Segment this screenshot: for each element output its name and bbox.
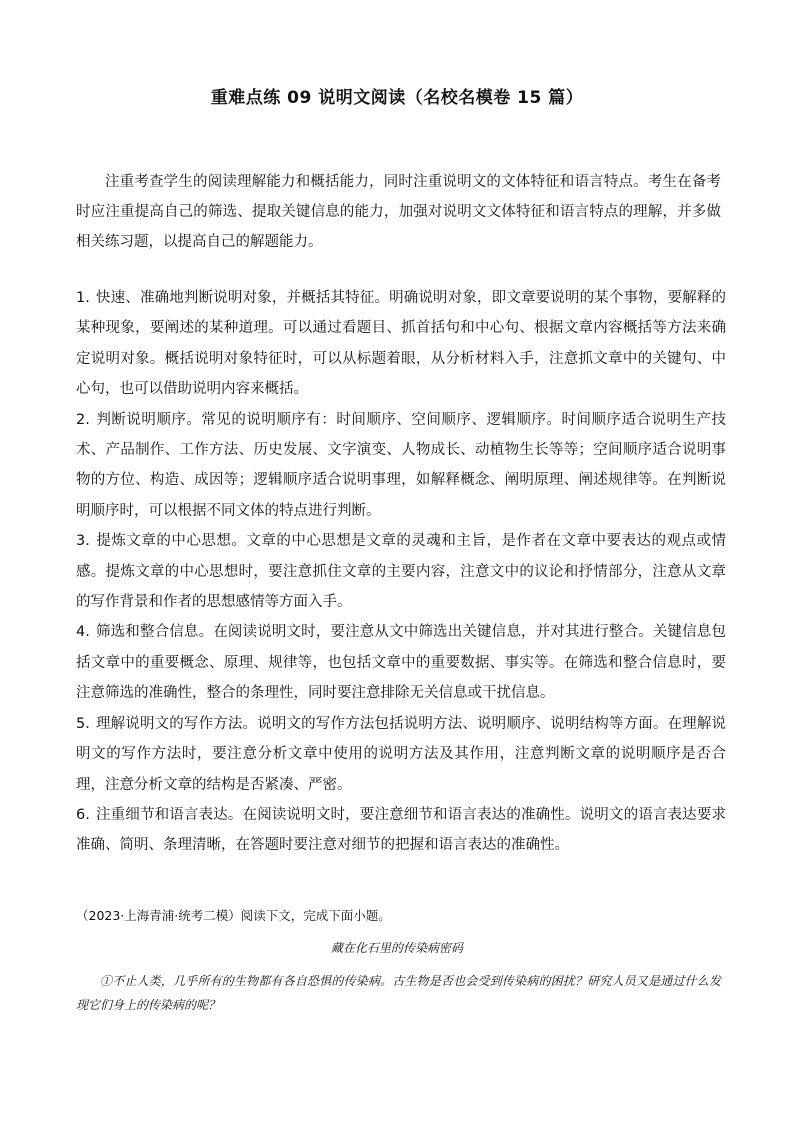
key-point-text: 筛选和整合信息。在阅读说明文时，要注意从文中筛选出关键信息，并对其进行整合。关键信息包括文章中的重要概念、原理、规律等，也包括文章中的重要数据、事实等。在筛选和整合信息时，要注意筛选的准确性，整合的条理性，同时要注意排除无关信息或干扰信息。 — [76, 624, 726, 702]
key-point-item — [76, 617, 726, 708]
key-point-text: 提炼文章的中心思想。文章的中心思想是文章的灵魂和主旨，是作者在文章中要表达的观点或情感。提炼文章的中心思想时，要注意抓住文章的主要内容，注意文中的议论和抒情部分，注意从文章的写作背景和作者的思想感情等方面入手。 — [76, 533, 726, 611]
article-paragraph: ①不止人类，几乎所有的生物都有各自恐惧的传染病。古生物是否也会受到传染病的困扰？研究人员又是通过什么发现它们身上的传染病的呢？ — [76, 974, 721, 1012]
key-point-number: 5. — [76, 715, 90, 732]
key-point-item — [76, 709, 726, 800]
key-point-number: 3. — [76, 533, 90, 550]
key-point-number: 2. — [76, 411, 90, 428]
question-source: （2023·上海青浦·统考二模）阅读下文，完成下面小题。 — [76, 908, 391, 923]
key-point-item — [76, 526, 726, 617]
key-point-text: 理解说明文的写作方法。说明文的写作方法包括说明方法、说明顺序、说明结构等方面。在理解说明文的写作方法时，要注意分析文章中使用的说明方法及其作用，注意判断文章的说明顺序是否合理，注意分析文章的结构是否紧凑、严密。 — [76, 715, 726, 793]
key-point-item — [76, 405, 726, 527]
key-point-number: 1. — [76, 290, 90, 306]
key-point-item — [76, 283, 726, 405]
article-title: 藏在化石里的传染病密码 — [330, 941, 463, 955]
key-point-text: 快速、准确地判断说明对象，并概括其特征。明确说明对象，即文章要说明的某个事物，要解释的某种现象，要阐述的某种道理。可以通过看题目、抓首括句和中心句、根据文章内容概括等方法来确定说明对象。概括说明对象特征时，可以从标题着眼，从分析材料入手，注意抓文章中的关键句、中心句，也可以借助说明内容来概括。 — [76, 290, 726, 398]
key-points-list — [76, 283, 726, 861]
key-point-number: 4. — [76, 624, 90, 641]
page-title: 重难点练 09 说明文阅读（名校名模卷 15 篇） — [210, 88, 584, 108]
intro-paragraph: 注重考查学生的阅读理解能力和概括能力，同时注重说明文的文体特征和语言特点。考生在备考时应注重提高自己的筛选、提取关键信息的能力，加强对说明文文体特征和语言特点的理解，并多做相关练习题，以提高自己的解题能力。 — [76, 174, 721, 250]
key-point-text: 判断说明顺序。常见的说明顺序有：时间顺序、空间顺序、逻辑顺序。时间顺序适合说明生产技术、产品制作、工作方法、历史发展、文字演变、人物成长、动植物生长等等；空间顺序适合说明事物的方位、构造、成因等；逻辑顺序适合说明事理，如解释概念、阐明原理、阐述规律等。在判断说明顺序时，可以根据不同文体的特点进行判断。 — [76, 411, 726, 519]
key-point-text: 注重细节和语言表达。在阅读说明文时，要注意细节和语言表达的准确性。说明文的语言表达要求准确、简明、条理清晰，在答题时要注意对细节的把握和语言表达的准确性。 — [76, 806, 726, 854]
key-point-number: 6. — [76, 806, 90, 823]
key-point-item — [76, 800, 726, 861]
